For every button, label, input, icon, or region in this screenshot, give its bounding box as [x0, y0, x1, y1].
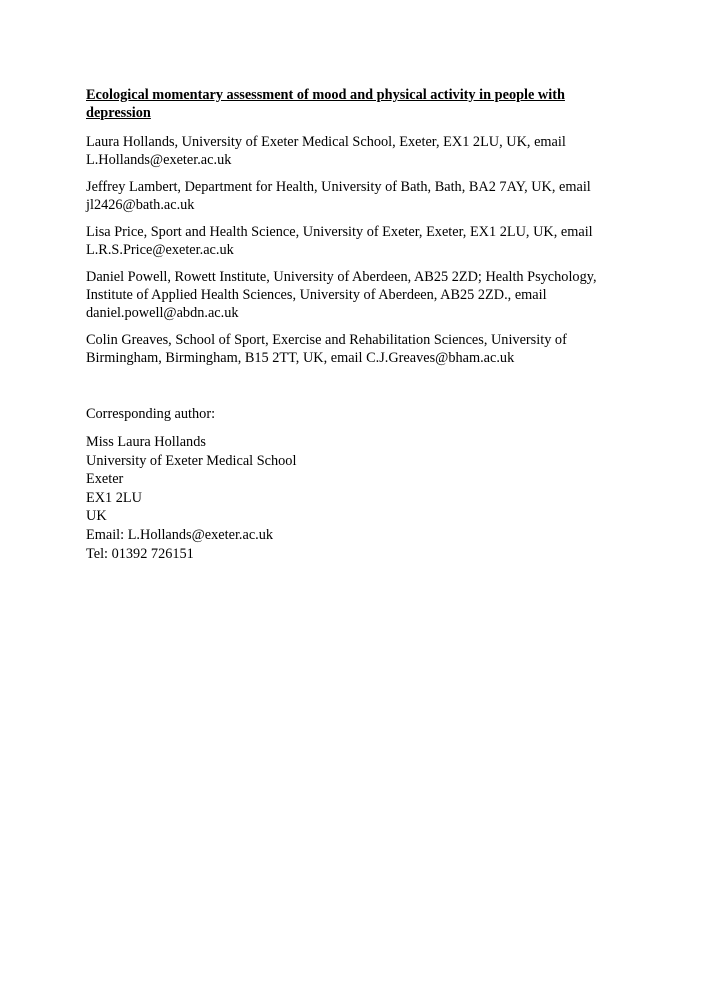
- author-affiliation-1: Laura Hollands, University of Exeter Medical School, Exeter, EX1 2LU, UK, email L.Hollands@exeter.ac.uk: [86, 134, 566, 168]
- author-affiliation-3: Lisa Price, Sport and Health Science, University of Exeter, Exeter, EX1 2LU, UK, email L.R.S.Price@exeter.ac.uk: [86, 224, 593, 258]
- corresponding-postcode-line: EX1 2LU: [86, 489, 142, 506]
- corresponding-institution-line: University of Exeter Medical School: [86, 452, 297, 469]
- corresponding-name-line: Miss Laura Hollands: [86, 434, 206, 450]
- paper-title: Ecological momentary assessment of mood and physical activity in people with depression: [86, 87, 565, 121]
- corresponding-email-line: Email: L.Hollands@exeter.ac.uk: [86, 526, 274, 543]
- corresponding-country-line: UK: [86, 508, 107, 525]
- corresponding-phone-line: Tel: 01392 726151: [86, 545, 194, 562]
- corresponding-city-line: Exeter: [86, 471, 124, 488]
- corresponding-author-label: Corresponding author:: [86, 406, 216, 422]
- author-affiliation-4: Daniel Powell, Rowett Institute, University of Aberdeen, AB25 2ZD; Health Psychology, Institute of Applied Health Sciences, University of Aberdeen, AB25 2ZD., email daniel.powell@abdn.ac.uk: [86, 269, 597, 321]
- corresponding-author-section: [86, 405, 622, 563]
- author-affiliation-5: Colin Greaves, School of Sport, Exercise and Rehabilitation Sciences, University of Birmingham, Birmingham, B15 2TT, UK, email C.J.Greaves@bham.ac.uk: [86, 332, 567, 366]
- author-affiliation-2: Jeffrey Lambert, Department for Health, University of Bath, Bath, BA2 7AY, UK, email jl2426@bath.ac.uk: [86, 179, 591, 213]
- corresponding-author-details: [86, 433, 622, 563]
